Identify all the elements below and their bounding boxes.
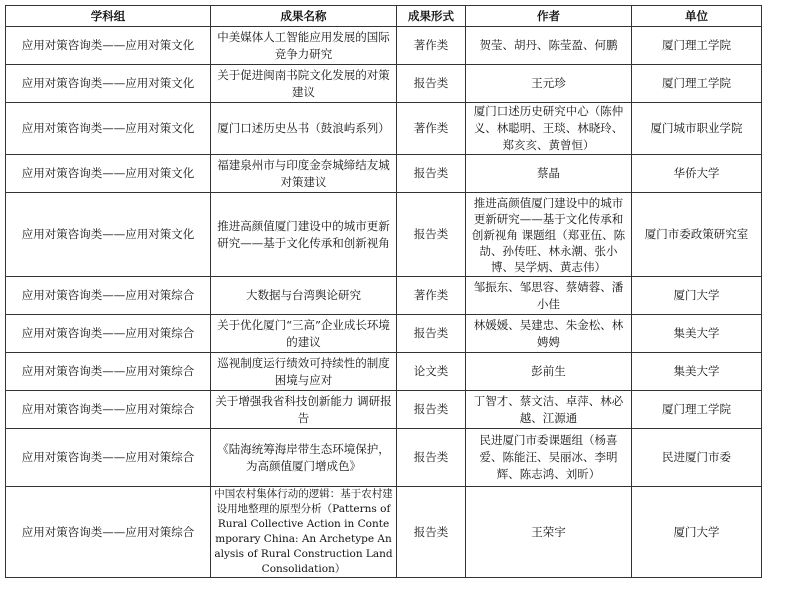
subject-group-cell: 应用对策咨询类——应用对策综合 (6, 353, 211, 391)
unit-cell: 集美大学 (632, 315, 762, 353)
table-row (6, 103, 762, 155)
result-title-cell: 关于促进闽南书院文化发展的对策建议 (211, 65, 397, 103)
result-form-cell: 报告类 (397, 391, 466, 429)
result-form-cell: 报告类 (397, 487, 466, 578)
author-cell: 民进厦门市委课题组（杨喜爱、陈能汪、吴丽冰、李明辉、陈志鸿、刘昕） (466, 429, 632, 487)
result-form-cell: 报告类 (397, 429, 466, 487)
result-form-cell: 著作类 (397, 103, 466, 155)
author-cell: 蔡晶 (466, 155, 632, 193)
result-title-cell: 大数据与台湾舆论研究 (211, 277, 397, 315)
table-row (6, 27, 762, 65)
subject-group-cell: 应用对策咨询类——应用对策综合 (6, 487, 211, 578)
author-cell: 推进高颜值厦门建设中的城市更新研究——基于文化传承和创新视角 课题组（郑亚伍、陈劼、孙传旺、林永潮、张小博、吴学炳、黄志伟） (466, 193, 632, 277)
result-form-cell: 报告类 (397, 65, 466, 103)
header-subject-group: 学科组 (6, 6, 211, 27)
result-title-cell: 中国农村集体行动的逻辑：基于农村建设用地整理的原型分析（Patterns of Rural Collective Action in Contemporary China: An Archetype Analysis of Rural Construction Land Consolidation） (211, 487, 397, 578)
header-result-title: 成果名称 (211, 6, 397, 27)
unit-cell: 华侨大学 (632, 155, 762, 193)
author-cell: 林媛媛、吴建忠、朱金松、林娉娉 (466, 315, 632, 353)
result-title-cell: 《陆海统筹海岸带生态环境保护，为高颜值厦门增成色》 (211, 429, 397, 487)
author-cell: 彭前生 (466, 353, 632, 391)
results-table-wrapper (5, 5, 762, 578)
result-form-cell: 报告类 (397, 193, 466, 277)
unit-cell: 厦门大学 (632, 487, 762, 578)
author-cell: 王元珍 (466, 65, 632, 103)
header-author: 作者 (466, 6, 632, 27)
result-title-cell: 中美媒体人工智能应用发展的国际竞争力研究 (211, 27, 397, 65)
table-header-row (6, 6, 762, 27)
unit-cell: 民进厦门市委 (632, 429, 762, 487)
header-unit: 单位 (632, 6, 762, 27)
result-title-cell: 关于优化厦门“三高”企业成长环境的建议 (211, 315, 397, 353)
table-row (6, 155, 762, 193)
author-cell: 邹振东、邹思容、蔡婧蓉、潘小佳 (466, 277, 632, 315)
unit-cell: 厦门理工学院 (632, 27, 762, 65)
table-row (6, 315, 762, 353)
subject-group-cell: 应用对策咨询类——应用对策文化 (6, 155, 211, 193)
result-title-cell: 巡视制度运行绩效可持续性的制度困境与应对 (211, 353, 397, 391)
table-row (6, 65, 762, 103)
subject-group-cell: 应用对策咨询类——应用对策综合 (6, 315, 211, 353)
result-form-cell: 著作类 (397, 27, 466, 65)
subject-group-cell: 应用对策咨询类——应用对策综合 (6, 391, 211, 429)
table-row (6, 277, 762, 315)
header-result-form: 成果形式 (397, 6, 466, 27)
table-row (6, 429, 762, 487)
subject-group-cell: 应用对策咨询类——应用对策综合 (6, 429, 211, 487)
unit-cell: 厦门理工学院 (632, 391, 762, 429)
result-title-cell: 推进高颜值厦门建设中的城市更新研究——基于文化传承和创新视角 (211, 193, 397, 277)
subject-group-cell: 应用对策咨询类——应用对策文化 (6, 27, 211, 65)
author-cell: 丁智才、蔡文洁、卓萍、林必越、江源通 (466, 391, 632, 429)
result-form-cell: 报告类 (397, 155, 466, 193)
result-form-cell: 报告类 (397, 315, 466, 353)
subject-group-cell: 应用对策咨询类——应用对策文化 (6, 103, 211, 155)
result-title-cell: 厦门口述历史丛书（鼓浪屿系列） (211, 103, 397, 155)
subject-group-cell: 应用对策咨询类——应用对策文化 (6, 193, 211, 277)
author-cell: 王荣宇 (466, 487, 632, 578)
unit-cell: 集美大学 (632, 353, 762, 391)
author-cell: 贺莹、胡丹、陈莹盈、何鹏 (466, 27, 632, 65)
results-table (5, 5, 762, 578)
unit-cell: 厦门市委政策研究室 (632, 193, 762, 277)
subject-group-cell: 应用对策咨询类——应用对策文化 (6, 65, 211, 103)
subject-group-cell: 应用对策咨询类——应用对策综合 (6, 277, 211, 315)
result-form-cell: 著作类 (397, 277, 466, 315)
result-form-cell: 论文类 (397, 353, 466, 391)
unit-cell: 厦门大学 (632, 277, 762, 315)
result-title-cell: 关于增强我省科技创新能力 调研报告 (211, 391, 397, 429)
table-row (6, 353, 762, 391)
table-row (6, 487, 762, 578)
table-row (6, 391, 762, 429)
author-cell: 厦门口述历史研究中心（陈仲义、林聪明、王琰、林晓玲、郑亥亥、黄曾恒） (466, 103, 632, 155)
table-row (6, 193, 762, 277)
unit-cell: 厦门理工学院 (632, 65, 762, 103)
result-title-cell: 福建泉州市与印度金奈城缔结友城对策建议 (211, 155, 397, 193)
unit-cell: 厦门城市职业学院 (632, 103, 762, 155)
